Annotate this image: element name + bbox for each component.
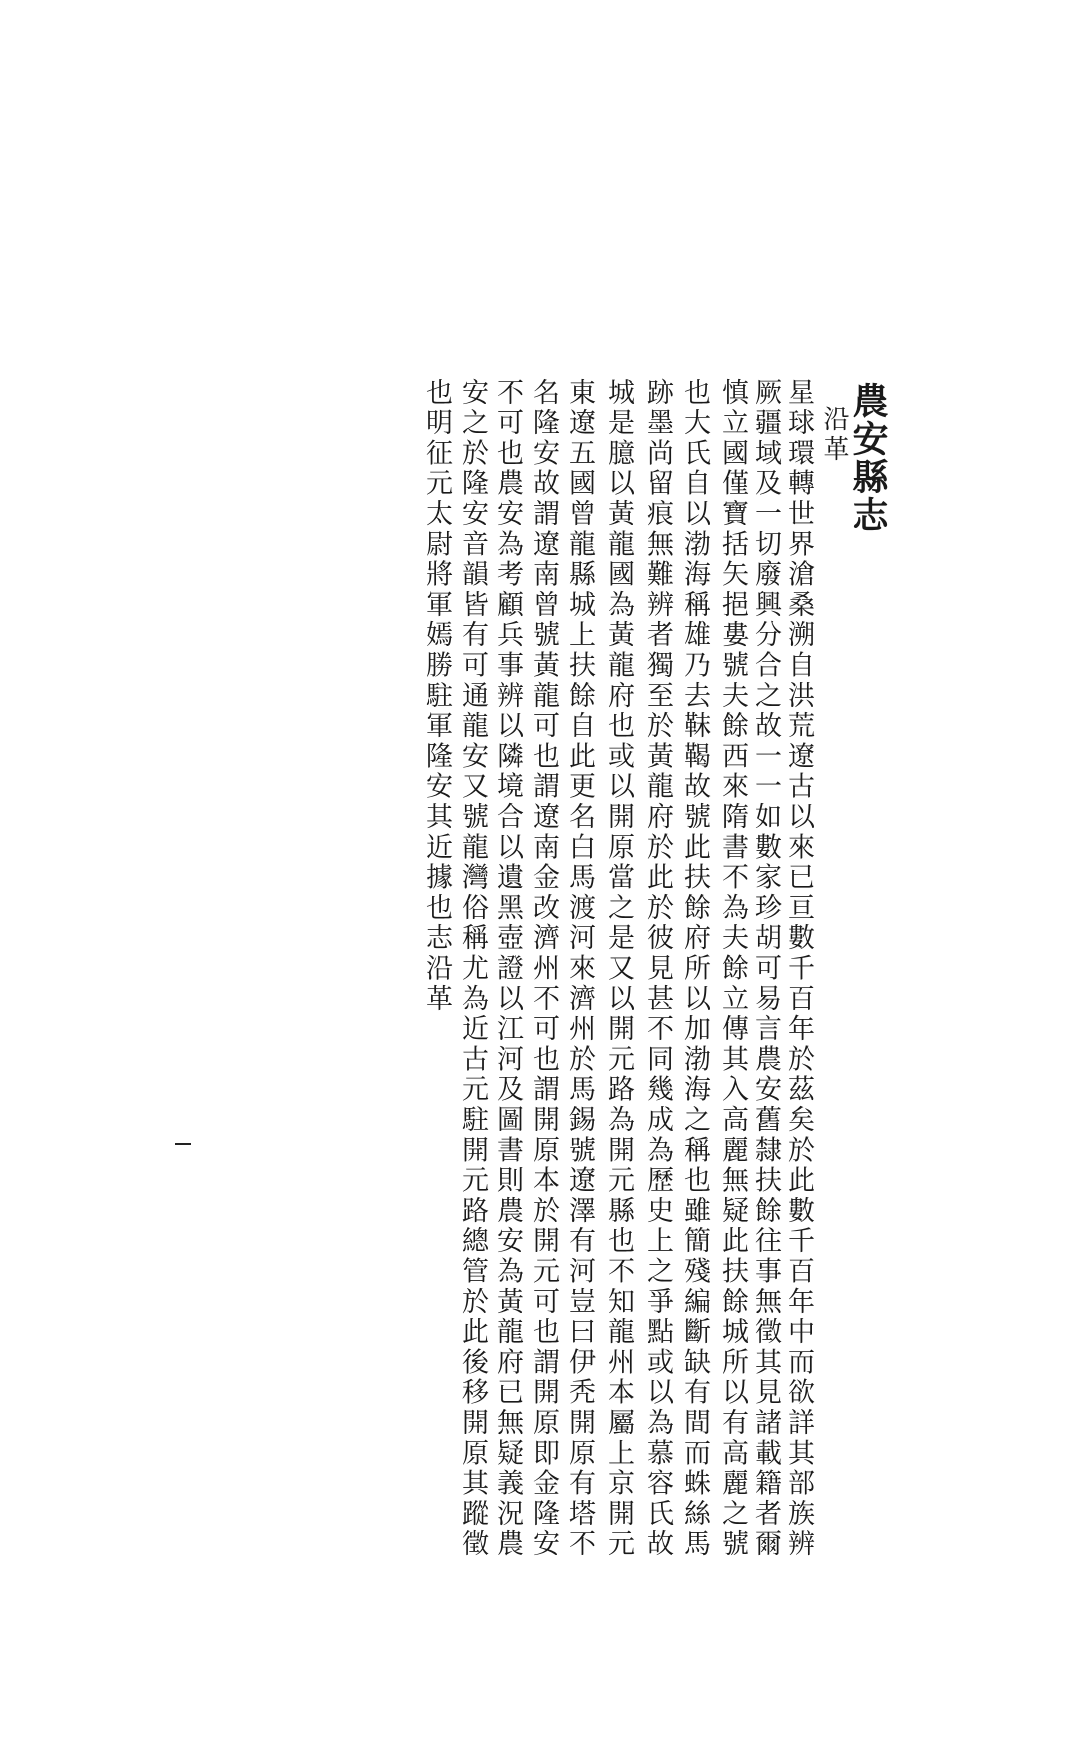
text-column-7: 東遼五國曾龍縣城上扶餘自此更名白馬渡河來濟州於馬錫號遼澤有河豈曰伊秃開原有塔不 xyxy=(564,378,595,1560)
section-title: 沿革 xyxy=(819,405,849,465)
text-column-4: 也大氏自以渤海稱雄乃去靺鞨故號此扶餘府所以加渤海之稱也雖簡殘編斷缺有間而蛛絲馬 xyxy=(679,378,710,1560)
page-number xyxy=(175,1143,191,1145)
text-column-11: 也明征元太尉將軍嫣勝駐軍隆安其近據也志沿革 xyxy=(421,378,452,1015)
text-column-10: 安之於隆安音韻皆有可通龍安又號龍灣俗稱尤為近古元駐開元路總管於此後移開原其蹤徵 xyxy=(457,378,488,1560)
text-column-3: 慎立國僅寶括矢挹婁號夫餘西來隋書不為夫餘立傳其入高麗無疑此扶餘城所以有高麗之號 xyxy=(717,378,748,1560)
text-column-5: 跡墨尚留痕無難辨者獨至於黃龍府於此於彼見甚不同幾成為歷史上之爭點或以為慕容氏故 xyxy=(642,378,673,1560)
text-column-2: 厥疆域及一切廢興分合之故一一如數家珍胡可易言農安舊隸扶餘往事無徵其見諸載籍者爾 xyxy=(750,378,781,1560)
page-title: 農安縣志 xyxy=(847,382,889,534)
text-column-6: 城是臆以黃龍國為黃龍府也或以開原當之是又以開元路為開元縣也不知龍州本屬上京開元 xyxy=(603,378,634,1560)
text-column-1: 星球環轉世界滄桑溯自洪荒遼古以來已亘數千百年於茲矣於此數千百年中而欲詳其部族辨 xyxy=(783,378,814,1560)
text-column-8: 名隆安故謂遼南曾號黃龍可也謂遼南金改濟州不可也謂開原本於開元可也謂開原即金隆安 xyxy=(528,378,559,1560)
text-column-9: 不可也農安為考顧兵事辨以隣境合以遺黑壺證以江河及圖書則農安為黃龍府已無疑義況農 xyxy=(492,378,523,1560)
